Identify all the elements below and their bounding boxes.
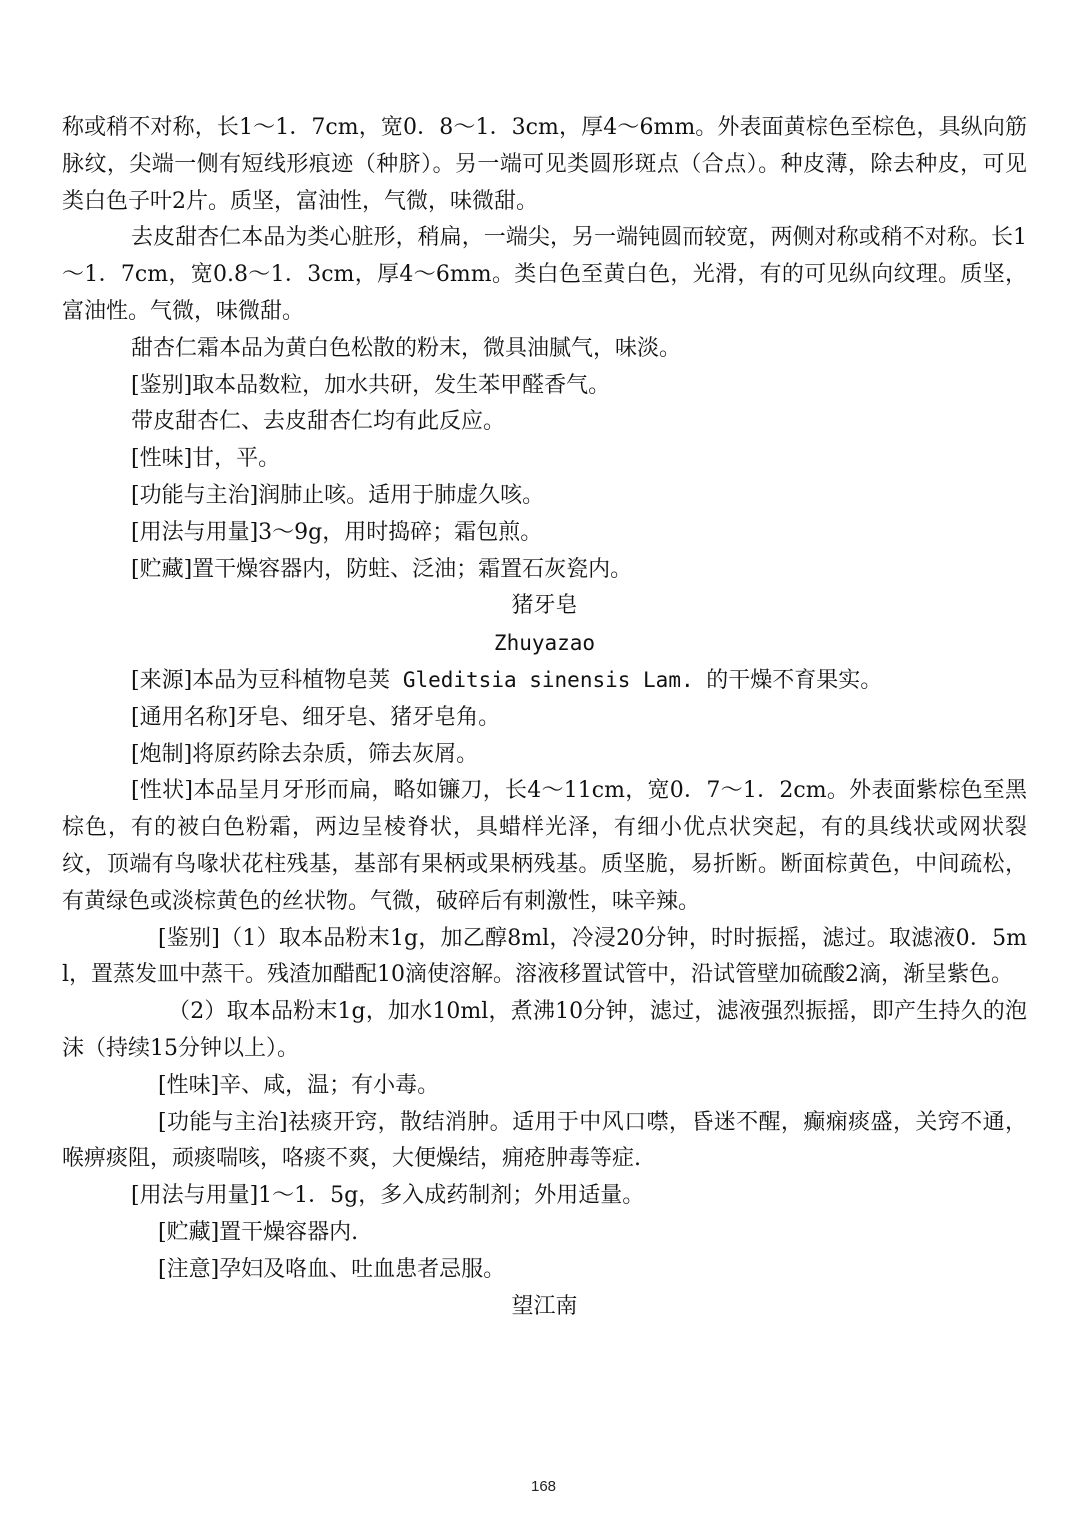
entry-heading-wangjiangnan: 望江南	[511, 1293, 578, 1319]
paragraph-almond-description-continued: 称或稍不对称，长1～1．7cm，宽0．8～1．3cm，厚4～6mm。外表面黄棕色至棕色，具纵向筋脉纹，尖端一侧有短线形痕迹（种脐）。另一端可见类圆形斑点（合点）。种皮薄，除去种皮，可见类白色子叶2片。质坚，富油性，气微，味微甜。	[62, 115, 1027, 214]
paragraph-almond-dosage: [用法与用量]3～9g，用时捣碎；霜包煎。	[131, 519, 543, 545]
page-number: 168	[530, 1478, 557, 1495]
paragraph-identification-1: [鉴别]（1）取本品粉末1g，加乙醇8ml，冷浸20分钟，时时振摇，滤过。取滤液0．5ml，置蒸发皿中蒸干。残渣加醋配10滴使溶解。溶液移置试管中，沿试管壁加硫酸2滴，渐呈紫色。	[62, 925, 1027, 988]
paragraph-source	[62, 662, 1027, 700]
entry-heading-zhuyazao: 猪牙皂	[511, 593, 578, 619]
paragraph-characteristics: [性状]本品呈月牙形而扁，略如镰刀，长4～11cm，宽0．7～1．2cm。外表面紫棕色至黑棕色，有的被白色粉霜，两边呈棱脊状，具蜡样光泽，有细小优点状突起，有的具线状或网状裂纹，顶端有鸟喙状花柱残基，基部有果柄或果柄残基。质坚脆，易折断。断面棕黄色，中间疏松，有黄绿色或淡棕黄色的丝状物。气微，破碎后有刺激性，味辛辣。	[62, 778, 1027, 914]
paragraph-almond-property: [性味]甘，平。	[131, 446, 281, 472]
paragraph-storage: [贮藏]置干燥容器内.	[158, 1219, 359, 1245]
paragraph-almond-identification: [鉴别]取本品数粒，加水共研，发生苯甲醛香气。	[131, 372, 611, 398]
paragraph-almond-function: [功能与主治]润肺止咳。适用于肺虚久咳。	[131, 482, 545, 508]
paragraph-property: [性味]辛、咸，温；有小毒。	[158, 1072, 440, 1098]
paragraph-almond-storage: [贮藏]置干燥容器内，防蛀、泛油；霜置石灰瓷内。	[131, 556, 633, 582]
paragraph-common-names: [通用名称]牙皂、细牙皂、猪牙皂角。	[131, 704, 501, 730]
paragraph-caution: [注意]孕妇及咯血、吐血患者忌服。	[158, 1256, 506, 1282]
paragraph-dosage: [用法与用量]1～1．5g，多入成药制剂；外用适量。	[131, 1183, 645, 1209]
latin-species-name: Gleditsia sinensis Lam.	[390, 667, 707, 692]
paragraph-peeled-sweet-almond: 去皮甜杏仁本品为类心脏形，稍扁，一端尖，另一端钝圆而较宽，两侧对称或稍不对称。长1～1．7cm，宽0.8～1．3cm，厚4～6mm。类白色至黄白色，光滑，有的可见纵向纹理。质坚，富油性。气微，味微甜。	[62, 225, 1027, 324]
source-text-suffix: 的干燥不育果实。	[706, 667, 883, 693]
paragraph-almond-identification-note: 带皮甜杏仁、去皮甜杏仁均有此反应。	[131, 409, 506, 435]
paragraph-function: [功能与主治]祛痰开窍，散结消肿。适用于中风口噤，昏迷不醒，癫痫痰盛，关窍不通，喉痹痰阻，顽痰喘咳，咯痰不爽，大便燥结，痈疮肿毒等症.	[62, 1109, 1027, 1172]
entry-heading-pinyin: Zhuyazao	[493, 631, 596, 656]
paragraph-processing: [炮制]将原药除去杂质，筛去灰屑。	[131, 741, 479, 767]
page-content	[62, 110, 1027, 1325]
source-text-prefix: [来源]本品为豆科植物皂荚	[131, 667, 391, 693]
paragraph-identification-2: （2）取本品粉末1g，加水10ml，煮沸10分钟，滤过，滤液强烈振摇，即产生持久的泡沫（持续15分钟以上）。	[62, 999, 1027, 1061]
paragraph-sweet-almond-frost: 甜杏仁霜本品为黄白色松散的粉末，微具油腻气，味淡。	[131, 335, 682, 361]
